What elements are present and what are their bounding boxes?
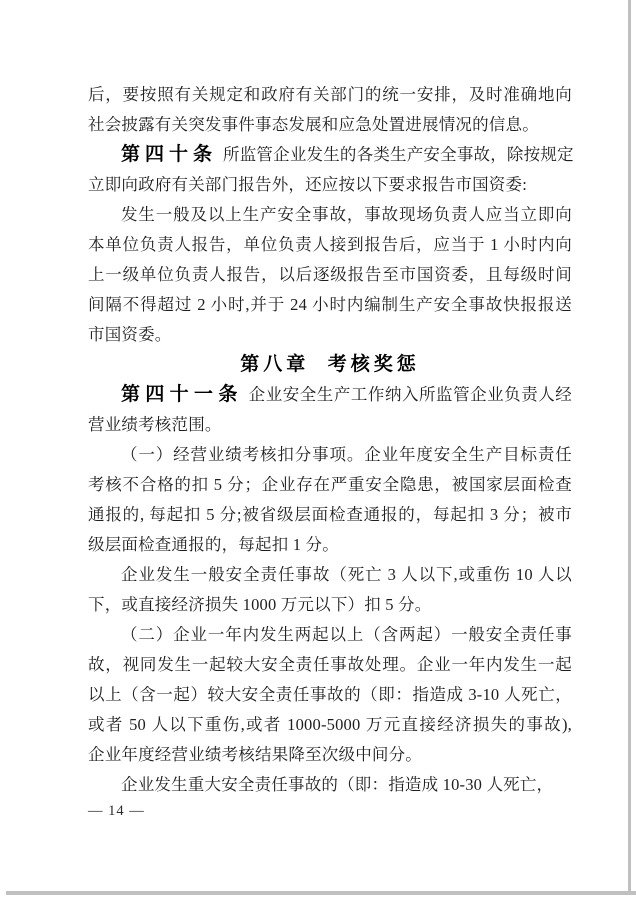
text-line: 通报的, 每起扣 5 分;被省级层面检查通报的，每起扣 3 分；被市 (88, 505, 572, 524)
text-line: 故，视同发生一起较大安全责任事故处理。企业一年内发生一起 (88, 655, 572, 674)
article-number: 第四十一条 (121, 384, 243, 405)
article-number: 第四十条 (121, 144, 218, 165)
text-line: 市国资委。 (88, 325, 172, 344)
chapter-heading: 第八章 考核奖惩 (240, 354, 420, 375)
text-line: 级层面检查通报的，每起扣 1 分。 (88, 535, 339, 554)
text-line: 企业发生一般安全责任事故（死亡 3 人以下,或重伤 10 人以 (121, 565, 572, 584)
text-line (88, 380, 572, 410)
text-line: （一）经营业绩考核扣分事项。企业年度安全生产目标责任 (121, 445, 572, 464)
text-line: 间隔不得超过 2 小时,并于 24 小时内编制生产安全事故快报报送 (88, 295, 572, 314)
page-edge-right-line (628, 0, 631, 894)
text-line: 或者 50 人以下重伤,或者 1000-5000 万元直接经济损失的事故), (88, 715, 572, 734)
text-line: 下，或直接经济损失 1000 万元以下）扣 5 分。 (88, 595, 432, 614)
page-edge-bottom-line (6, 891, 636, 895)
text-line: 本单位负责人报告，单位负责人接到报告后，应当于 1 小时内向 (88, 235, 572, 254)
line-text: 企业安全生产工作纳入所监管企业负责人经 (248, 385, 572, 404)
document-content (88, 80, 572, 800)
line-text: 所监管企业发生的各类生产安全事故，除按规定 (223, 145, 574, 164)
text-line: 立即向政府有关部门报告外，还应按以下要求报告市国资委: (88, 175, 527, 194)
text-line: 发生一般及以上生产安全事故，事故现场负责人应当立即向 (121, 205, 572, 224)
text-line: 以上（含一起）较大安全责任事故的（即：指造成 3-10 人死亡， (88, 685, 572, 704)
text-line: 考核不合格的扣 5 分；企业存在严重安全隐患，被国家层面检查 (88, 475, 572, 494)
text-line: （二）企业一年内发生两起以上（含两起）一般安全责任事 (121, 625, 572, 644)
text-line: 后，要按照有关规定和政府有关部门的统一安排，及时准确地向 (88, 85, 572, 104)
text-line (88, 140, 572, 170)
text-line: 上一级单位负责人报告，以后逐级报告至市国资委，且每级时间 (88, 265, 572, 284)
text-line: 企业年度经营业绩考核结果降至次级中间分。 (88, 745, 422, 764)
text-line: 企业发生重大安全责任事故的（即：指造成 10-30 人死亡， (121, 775, 554, 794)
text-line: 社会披露有关突发事件事态发展和应急处置进展情况的信息。 (88, 115, 539, 134)
text-line: 营业绩考核范围。 (88, 415, 222, 434)
page-number: — 14 — (88, 803, 145, 819)
